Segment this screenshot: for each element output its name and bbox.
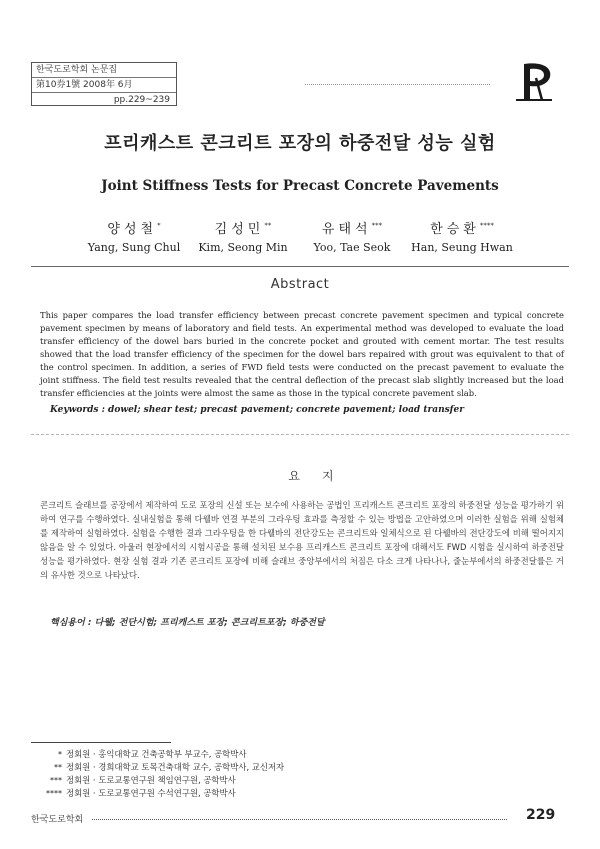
author-name-en: Kim, Seong Min [198,241,288,254]
author-4 [392,218,532,254]
journal-volume: 第10券1號 2008年 6月 [32,77,176,92]
society-logo-icon [514,60,554,102]
keywords-ko: 핵심용어 : 다웰; 전단시험; 프리캐스트 포장; 콘크리트포장; 하중전달 [50,618,325,628]
summary-heading: 요지 [288,469,356,483]
abstract-text: This paper compares the load transfer efficiency between precast concrete pavement specimen and typical concrete pavement specimen by means of laboratory and field tests. An experimental method was developed to evaluate the load transfer efficiency of the dowel bars buried in the concrete pocket and grouted with cement mortar. The test results showed that the load transfer efficiency of the specimen for the dowel bars repaired with grout was equivalent to that of the control specimen. In addition, a series of FWD field tests were conducted on the precast pavement to evaluate the joint stiffness. The field test results revealed that the central deflection of the precast slab slightly increased but the load transfer efficiencies at the joints were almost the same as those in the typical concrete pavement slab. [40,310,564,398]
author-mark: **** [479,221,494,230]
affiliation-text: 정회원 · 도로교통연구원 수석연구원, 공학박사 [66,788,236,798]
paper-title-korean: 프리캐스트 콘크리트 포장의 하중전달 성능 실험 [104,133,496,154]
affiliation-mark: * [58,750,62,759]
affiliation-mark: **** [46,789,62,798]
footer-dotted-leader [92,819,507,820]
section-divider [31,266,569,267]
affiliation-2 [40,761,560,774]
affiliation-3 [40,774,560,787]
affiliation-mark: *** [50,776,62,785]
footnote-rule [31,742,171,743]
author-mark: *** [371,221,383,230]
abstract-heading: Abstract [270,277,330,292]
keywords-en: Keywords : dowel; shear test; precast pavement; concrete pavement; load transfer [50,405,465,415]
header-rule [305,84,490,85]
author-name-ko: 김성민 [214,222,265,237]
author-name-ko: 양성철 [107,222,158,237]
author-name-en: Han, Seung Hwan [411,241,513,254]
author-name-en: Yoo, Tae Seok [313,241,391,254]
author-name-en: Yang, Sung Chul [87,241,181,254]
affiliation-text: 정회원 · 도로교통연구원 책임연구원, 공학박사 [66,775,236,785]
journal-pages: pp.229~239 [32,92,176,107]
paper-title-english: Joint Stiffness Tests for Precast Concrete Pavements [101,178,499,194]
author-mark: * [157,221,161,230]
affiliation-mark: ** [54,763,62,772]
affiliation-1 [40,748,560,761]
journal-name: 한국도로학회 논문집 [36,65,118,75]
author-name-ko: 한승환 [430,222,480,237]
author-mark: ** [264,221,272,230]
footer-society: 한국도로학회 [31,815,84,825]
journal-info-box [31,62,177,106]
page-number: 229 [526,807,556,823]
abstract-divider [31,434,569,435]
affiliation-4 [40,787,560,800]
summary-text: 콘크리트 슬래브를 공장에서 제작하여 도로 포장의 신설 또는 보수에 사용하는 공법인 프리캐스트 콘크리트 포장의 하중전달 성능을 평가하기 위하여 연구를 수행하였다. 실내실험을 통해 다웰바 연결 부분의 그라우팅 효과를 측정할 수 있는 방법을 고안하였으며 이러한 실험을 위해 실험체를 제작하여 실험하였다. 실험을 수행한 결과 그라우팅을 한 다웰바의 전단강도는 콘크리트와 일체식으로 된 다웰바의 전단강도에 비해 떨어지지 않음을 알 수 있었다. 아울러 현장에서의 시험시공을 통해 설치된 보수용 프리캐스트 콘크리트 포장에 대해서도 FWD 시험을 실시하여 하중전달 성능을 평가하였다. 현장 실험 결과 기존 콘크리트 포장에 비해 슬래브 중앙부에서의 처짐은 다소 크게 나타나나, 줄눈부에서의 하중전달률은 거의 유사한 것으로 나타났다. [40,500,564,580]
author-name-ko: 유태석 [321,222,372,237]
affiliation-text: 정회원 · 홍익대학교 건축공학부 부교수, 공학박사 [66,749,247,759]
affiliation-text: 정회원 · 경희대학교 토목건축대학 교수, 공학박사, 교신저자 [66,762,285,772]
